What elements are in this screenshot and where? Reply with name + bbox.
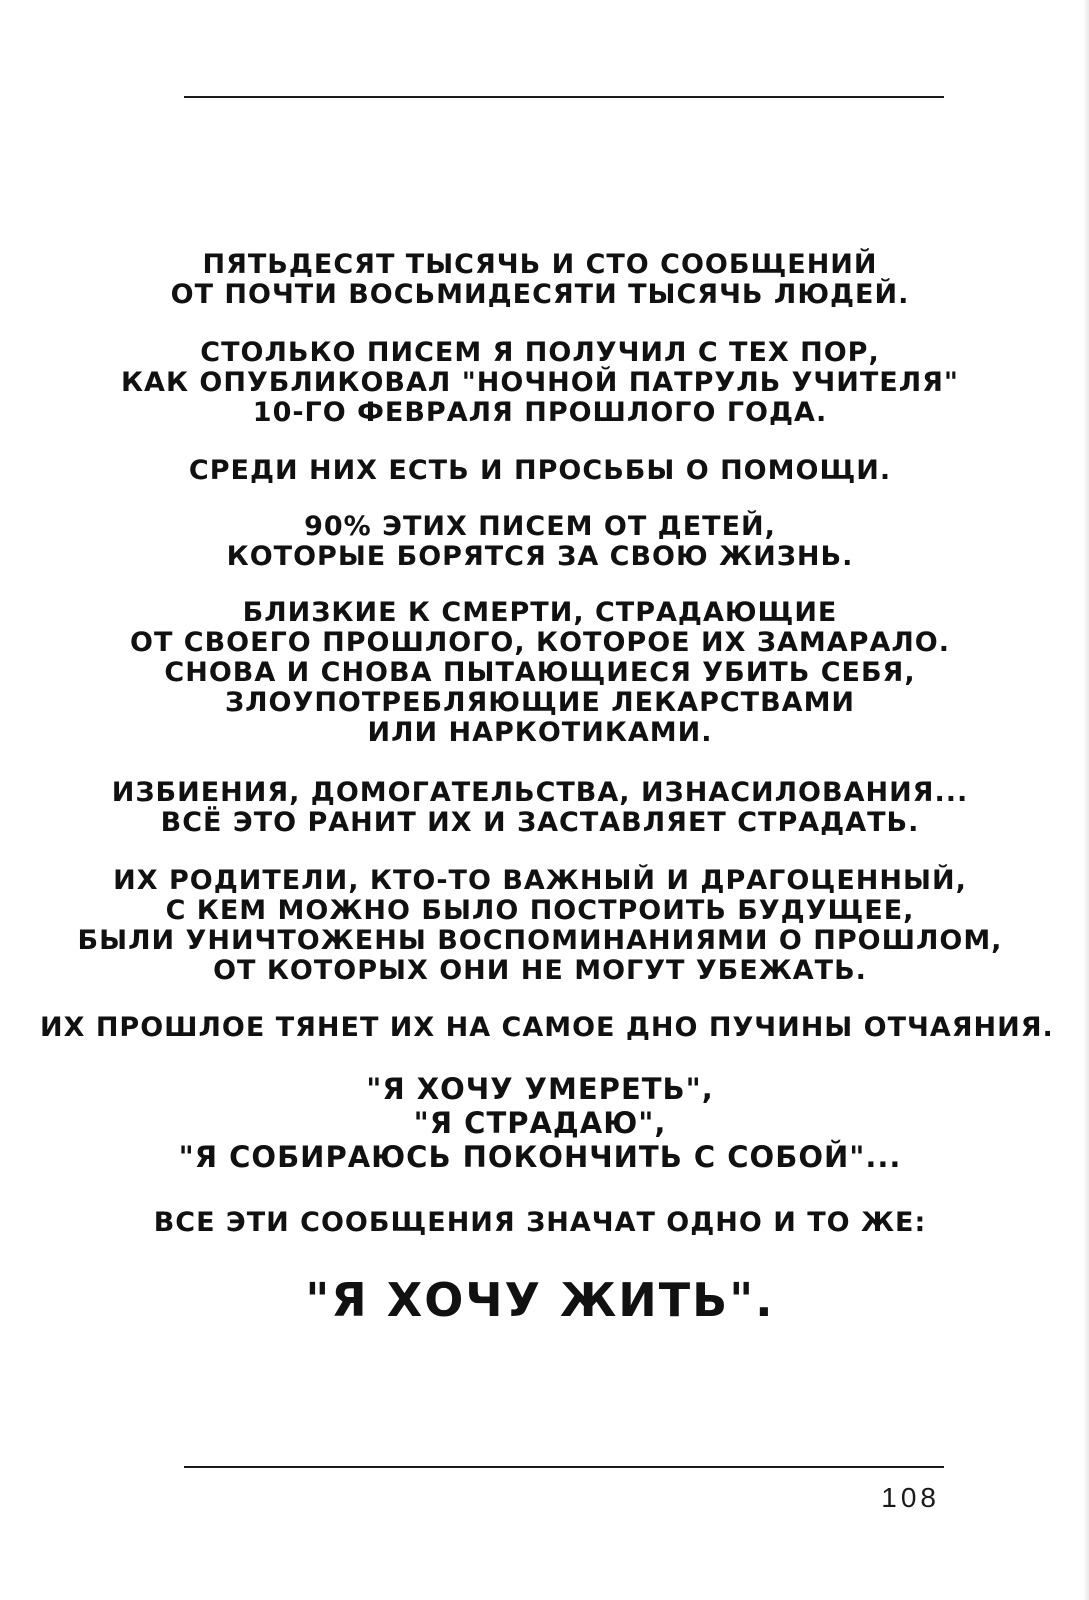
paragraph-i-want-to-live	[40, 1272, 1040, 1328]
text-line: "Я СТРАДАЮ",	[413, 1106, 667, 1140]
paragraph-despair	[40, 1012, 1054, 1043]
paragraph-requests-for-help	[40, 456, 1040, 486]
text-line: ИХ ПРОШЛОЕ ТЯНЕТ ИХ НА САМОЕ ДНО ПУЧИНЫ ОТЧАЯНИЯ.	[40, 1012, 1054, 1043]
text-line: ВСЁ ЭТО РАНИТ ИХ И ЗАСТАВЛЯЕТ СТРАДАТЬ.	[160, 807, 920, 838]
text-line: БЫЛИ УНИЧТОЖЕНЫ ВОСПОМИНАНИЯМИ О ПРОШЛОМ,	[77, 925, 1003, 956]
text-line: "Я СОБИРАЮСЬ ПОКОНЧИТЬ С СОБОЙ"...	[178, 1140, 902, 1174]
page-edge-shadow	[1083, 0, 1089, 1600]
text-line: СТОЛЬКО ПИСЕМ Я ПОЛУЧИЛ С ТЕХ ПОР,	[200, 337, 880, 368]
text-line: КОТОРЫЕ БОРЯТСЯ ЗА СВОЮ ЖИЗНЬ.	[226, 541, 854, 572]
emphasis-line: "Я ХОЧУ ЖИТЬ".	[305, 1273, 775, 1327]
paragraph-children-letters	[40, 512, 1040, 572]
top-divider	[184, 96, 944, 98]
text-line: СРЕДИ НИХ ЕСТЬ И ПРОСЬБЫ О ПОМОЩИ.	[188, 455, 892, 486]
text-line: 10-ГО ФЕВРАЛЯ ПРОШЛОГО ГОДА.	[252, 397, 828, 428]
page-number: 108	[881, 1482, 940, 1513]
text-line: БЛИЗКИЕ К СМЕРТИ, СТРАДАЮЩИЕ	[242, 597, 838, 628]
paragraph-suffering-list	[40, 598, 1040, 748]
text-line: ПЯТЬДЕСЯТ ТЫСЯЧЬ И СТО СООБЩЕНИЙ	[202, 249, 878, 280]
text-line: СНОВА И СНОВА ПЫТАЮЩИЕСЯ УБИТЬ СЕБЯ,	[164, 657, 916, 688]
text-line: КАК ОПУБЛИКОВАЛ "НОЧНОЙ ПАТРУЛЬ УЧИТЕЛЯ"	[120, 367, 959, 398]
text-line: ИЗБИЕНИЯ, ДОМОГАТЕЛЬСТВА, ИЗНАСИЛОВАНИЯ...	[111, 777, 969, 808]
paragraph-abuse	[40, 778, 1040, 838]
text-line: "Я ХОЧУ УМЕРЕТЬ",	[366, 1072, 714, 1106]
text-line: ИЛИ НАРКОТИКАМИ.	[367, 717, 713, 748]
paragraph-messages-count	[40, 250, 1040, 310]
text-line: С КЕМ МОЖНО БЫЛО ПОСТРОИТЬ БУДУЩЕЕ,	[165, 895, 915, 926]
text-line: ОТ ПОЧТИ ВОСЬМИДЕСЯТИ ТЫСЯЧЬ ЛЮДЕЙ.	[170, 279, 910, 310]
text-line: ИХ РОДИТЕЛИ, КТО-ТО ВАЖНЫЙ И ДРАГОЦЕННЫЙ,	[113, 865, 967, 896]
text-line: ВСЕ ЭТИ СООБЩЕНИЯ ЗНАЧАТ ОДНО И ТО ЖЕ:	[153, 1207, 927, 1238]
bottom-divider	[184, 1466, 944, 1468]
paragraph-letters-received	[40, 338, 1040, 428]
text-line: ОТ СВОЕГО ПРОШЛОГО, КОТОРОЕ ИХ ЗАМАРАЛО.	[130, 627, 950, 658]
text-line: ОТ КОТОРЫХ ОНИ НЕ МОГУТ УБЕЖАТЬ.	[213, 955, 867, 986]
text-line: ЗЛОУПОТРЕБЛЯЮЩИЕ ЛЕКАРСТВАМИ	[224, 687, 856, 718]
paragraph-quotes	[40, 1072, 1040, 1174]
paragraph-same-meaning	[40, 1208, 1040, 1238]
paragraph-parents	[40, 866, 1040, 986]
text-line: 90% ЭТИХ ПИСЕМ ОТ ДЕТЕЙ,	[304, 511, 776, 542]
